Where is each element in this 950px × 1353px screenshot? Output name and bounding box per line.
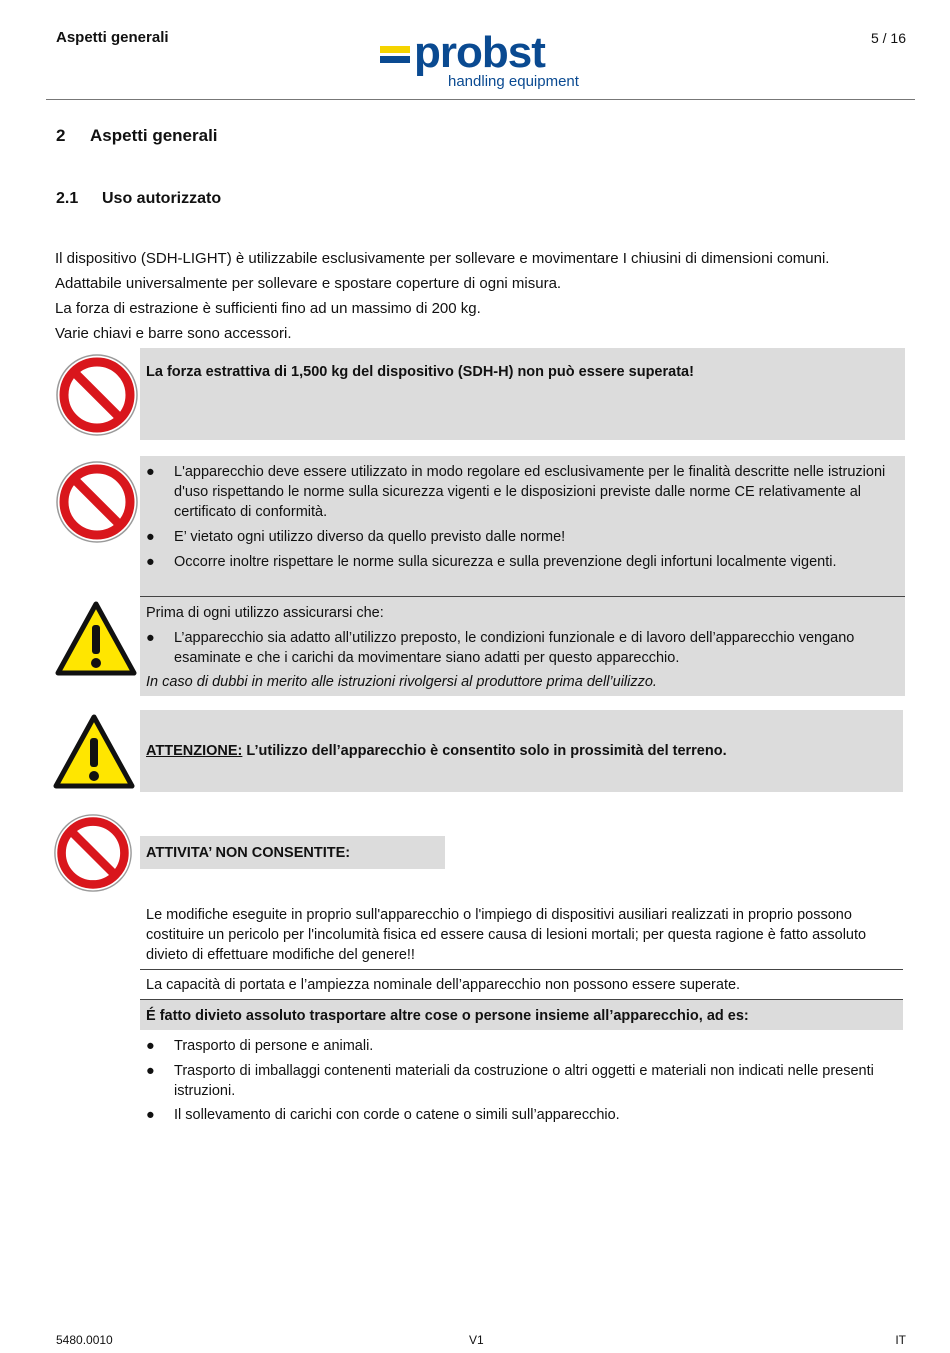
prohibition-icon (55, 353, 139, 437)
page-number: 5 / 16 (870, 30, 906, 46)
bullet: ● (146, 554, 155, 570)
prohibition-icon (55, 460, 139, 544)
probst-logo (378, 28, 593, 94)
intro-line-2: Adattabile universalmente per sollevare e spostare coperture di ogni misura. (55, 275, 562, 292)
logo-yellow-bar (380, 46, 410, 53)
list-item (146, 628, 896, 668)
prohibition-icon (53, 813, 133, 893)
warning-icon (53, 714, 135, 790)
section-divider (140, 969, 903, 970)
list-item-text: Il sollevamento di carichi con corde o catene o simili sull’apparecchio. (174, 1107, 620, 1123)
list-item-text: E’ vietato ogni utilizzo diverso da quello previsto dalle norme! (174, 529, 566, 545)
list-item (146, 1061, 896, 1101)
list-item (146, 1105, 896, 1125)
bullet: ● (146, 1107, 155, 1123)
list-item (146, 1036, 896, 1056)
box-1-text: La forza estrattiva di 1,500 kg del dispositivo (SDH-H) non può essere superata! (146, 364, 694, 380)
box-2-note: In caso di dubbi in merito alle istruzioni rivolgersi al produttore prima dell’uilizzo. (146, 674, 657, 690)
heading-1-text: Aspetti generali (90, 126, 218, 145)
heading-2 (56, 190, 221, 208)
logo-blue-bar (380, 56, 410, 63)
box-2-divider (140, 596, 905, 597)
list-item (146, 552, 896, 572)
heading-1-number: 2 (56, 126, 66, 145)
heading-1 (56, 126, 218, 146)
forbidden-activities-box (140, 836, 445, 869)
list-item-text: Trasporto di imballaggi contenenti materiali da costruzione o altri oggetti e materiali non indicati nelle presenti istruzioni. (174, 1063, 874, 1099)
warning-box-1 (140, 348, 905, 440)
footer-doc-number: 5480.0010 (56, 1333, 113, 1347)
logo-wordmark: probst (414, 28, 545, 77)
list-item-text: Occorre inoltre rispettare le norme sulla sicurezza e sulla prevenzione degli infortuni localmente vigenti. (174, 554, 837, 570)
warning-icon (55, 601, 137, 677)
logo-tagline: handling equipment (448, 73, 579, 90)
list-item-text: L'apparecchio deve essere utilizzato in modo regolare ed esclusivamente per le finalità descritte nelle istruzioni d'uso rispettando le norme sulla sicurezza vigenti e le disposizioni previste dalle norme CE relativamente al certificato di conformità. (174, 464, 886, 520)
bullet: ● (146, 464, 155, 480)
intro-line-1: Il dispositivo (SDH-LIGHT) è utilizzabile esclusivamente per sollevare e movimentare I chiusini di dimensioni comuni. (55, 250, 830, 267)
forbidden-activities-title: ATTIVITA’ NON CONSENTITE: (146, 845, 351, 861)
list-item (146, 527, 896, 547)
bullet: ● (146, 1038, 155, 1054)
heading-2-number: 2.1 (56, 190, 79, 207)
warning-box-3 (140, 710, 903, 792)
intro-line-3: La forza di estrazione è sufficienti fino ad un massimo di 200 kg. (55, 300, 481, 317)
box-2-intro: Prima di ogni utilizzo assicurarsi che: (146, 605, 384, 621)
footer-version: V1 (469, 1333, 484, 1347)
prohibition-row-text: É fatto divieto assoluto trasportare altre cose o persone insieme all’apparecchio, ad es: (146, 1008, 749, 1024)
header-divider (46, 99, 915, 100)
list-item (146, 462, 896, 522)
heading-2-text: Uso autorizzato (102, 190, 222, 207)
bullet: ● (146, 630, 155, 646)
footer-language: IT (895, 1333, 906, 1347)
list-item-text: Trasporto di persone e animali. (174, 1038, 374, 1054)
modifications-paragraph: Le modifiche eseguite in proprio sull'apparecchio o l'impiego di dispositivi ausiliari realizzati in proprio possono costituire un pericolo per l'incolumità fisica ed essere causa di lesioni mortali; per questa ragione è fatto assoluto divieto di effettuare modifiche del genere!! (146, 907, 867, 963)
prohibition-row (140, 1000, 903, 1030)
capacity-paragraph: La capacità di portata e l’ampiezza nominale dell’apparecchio non possono essere superate. (146, 977, 741, 993)
attention-text: L’utilizzo dell’apparecchio è consentito solo in prossimità del terreno. (242, 743, 727, 759)
header-section-title: Aspetti generali (56, 29, 169, 46)
intro-line-4: Varie chiavi e barre sono accessori. (55, 325, 292, 342)
bullet: ● (146, 529, 155, 545)
list-item-text: L’apparecchio sia adatto all’utilizzo preposto, le condizioni funzionale e di lavoro dell’apparecchio vengano esaminate e che i carichi da movimentare siano adatti per questo apparecchio. (174, 630, 855, 666)
box-3-text (146, 741, 727, 761)
bullet: ● (146, 1063, 155, 1079)
attention-label: ATTENZIONE: (146, 743, 243, 759)
